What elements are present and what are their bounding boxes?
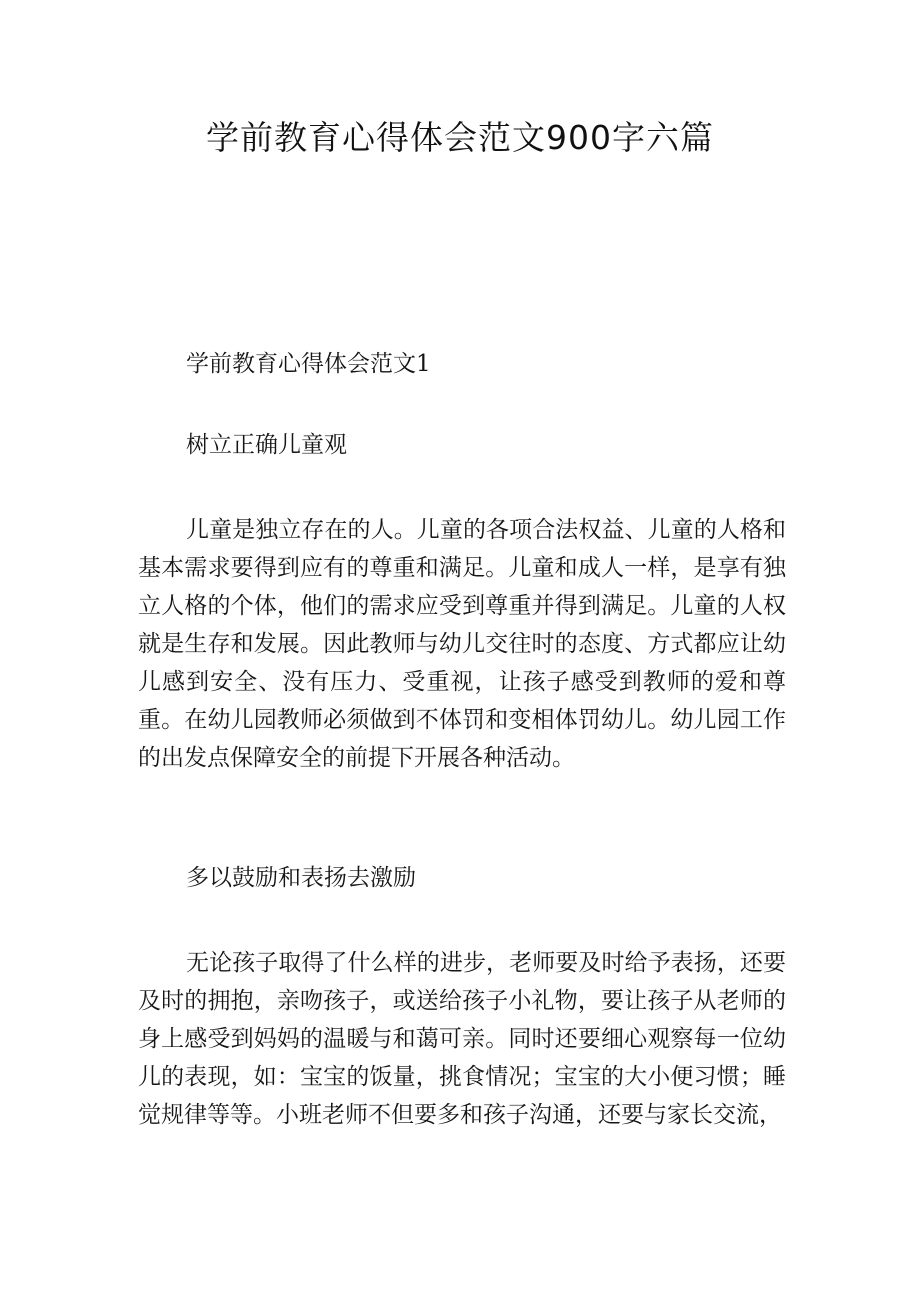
heading-encourage-praise: 多以鼓励和表扬去激励 [186,865,416,891]
heading-establish-child-view: 树立正确儿童观 [186,432,347,458]
paragraph-child-view: 儿童是独立存在的人。儿童的各项合法权益、儿童的人格和基本需求要得到应有的尊重和满足。儿童和成人一样，是享有独立人格的个体，他们的需求应受到尊重并得到满足。儿童的人权就是生存和发展。因此教师与幼儿交往时的态度、方式都应让幼儿感到安全、没有压力、受重视，让孩子感受到教师的爱和尊重。在幼儿园教师必须做到不体罚和变相体罚幼儿。幼儿园工作的出发点保障安全的前提下开展各种活动。 [138,517,786,771]
document-title: 学前教育心得体会范文900字六篇 [206,118,714,157]
section-title: 学前教育心得体会范文1 [186,351,431,377]
paragraph-encourage-praise: 无论孩子取得了什么样的进步，老师要及时给予表扬，还要及时的拥抱，亲吻孩子，或送给孩子小礼物，要让孩子从老师的身上感受到妈妈的温暖与和蔼可亲。同时还要细心观察每一位幼儿的表现，如：宝宝的饭量，挑食情况；宝宝的大小便习惯；睡觉规律等等。小班老师不但要多和孩子沟通，还要与家长交流， [138,950,786,1128]
